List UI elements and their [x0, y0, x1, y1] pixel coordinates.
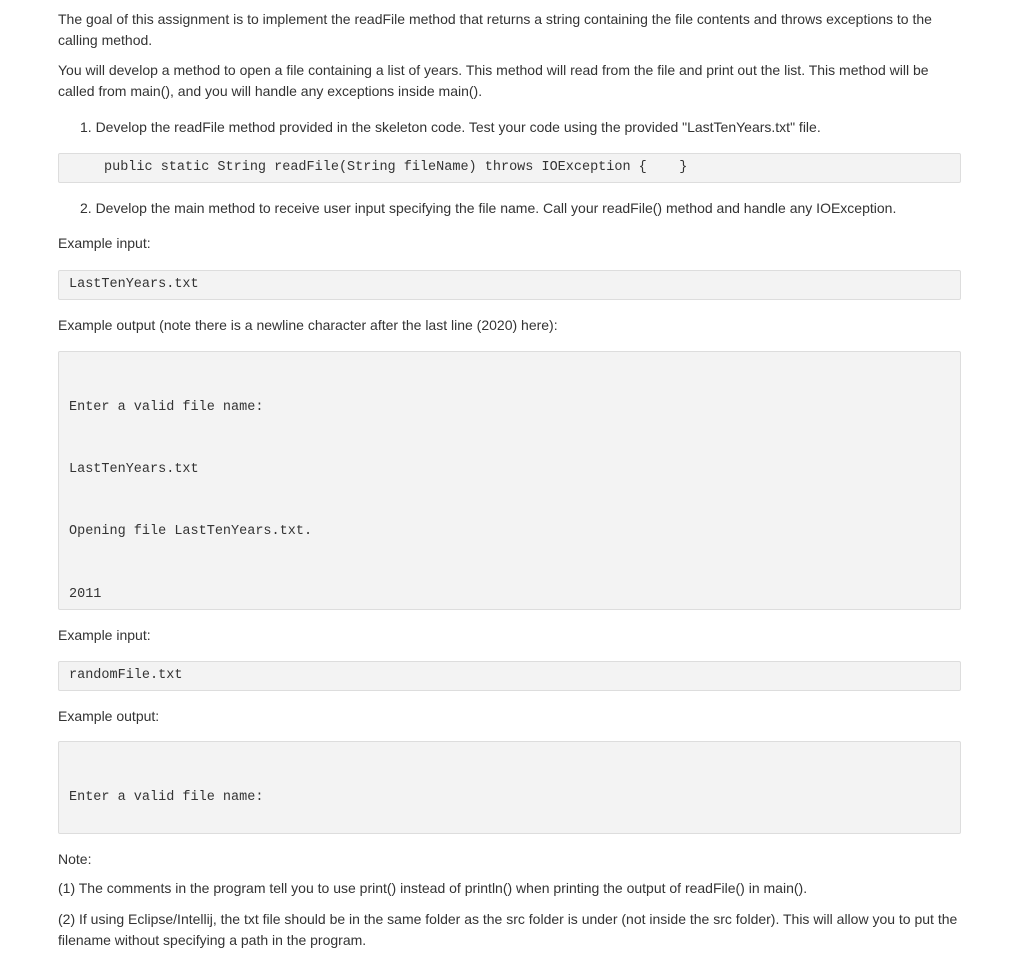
step-1: 1. Develop the readFile method provided in the skeleton code. Test your code using the provided "LastTenYears.txt" file.: [80, 119, 821, 135]
example-input-label-2: Example input:: [58, 627, 151, 643]
output-line: Enter a valid file name:: [69, 399, 264, 415]
method-signature-code: [58, 153, 961, 183]
note-label: Note:: [58, 851, 92, 867]
output-line: LastTenYears.txt: [69, 461, 199, 477]
example-output-label-2: Example output:: [58, 708, 160, 724]
intro-paragraph-1: The goal of this assignment is to implement the readFile method that returns a string containing the file contents and throws exceptions to the calling method.: [58, 11, 932, 48]
note-2: (2) If using Eclipse/Intellij, the txt file should be in the same folder as the src folder is under (not inside the src folder). This will allow you to put the filename without specifying a path in the program.: [58, 911, 958, 948]
example-input-code-2: [58, 661, 961, 691]
output-line: Enter a valid file name:: [69, 789, 264, 805]
output-line: Opening file LastTenYears.txt.: [69, 524, 313, 540]
intro-paragraph-2: You will develop a method to open a file containing a list of years. This method will read from the file and print out the list. This method will be called from main(), and you will handle any exceptions inside main().: [58, 62, 929, 99]
code-line: public static String readFile(String fileName) throws IOException { }: [104, 160, 688, 175]
example-input-label-1: Example input:: [58, 235, 151, 251]
step-2: 2. Develop the main method to receive user input specifying the file name. Call your readFile() method and handle any IOException.: [80, 200, 897, 216]
example-output-label-1: Example output (note there is a newline character after the last line (2020) here):: [58, 317, 558, 333]
example-output-code-2: [58, 741, 961, 834]
example-input-code-1: [58, 270, 961, 300]
output-line: 2011: [69, 586, 102, 602]
example-output-code-1: [58, 351, 961, 610]
note-1: (1) The comments in the program tell you to use print() instead of println() when printing the output of readFile() in main().: [58, 880, 808, 896]
code-line: randomFile.txt: [69, 668, 183, 683]
code-line: LastTenYears.txt: [69, 277, 199, 292]
